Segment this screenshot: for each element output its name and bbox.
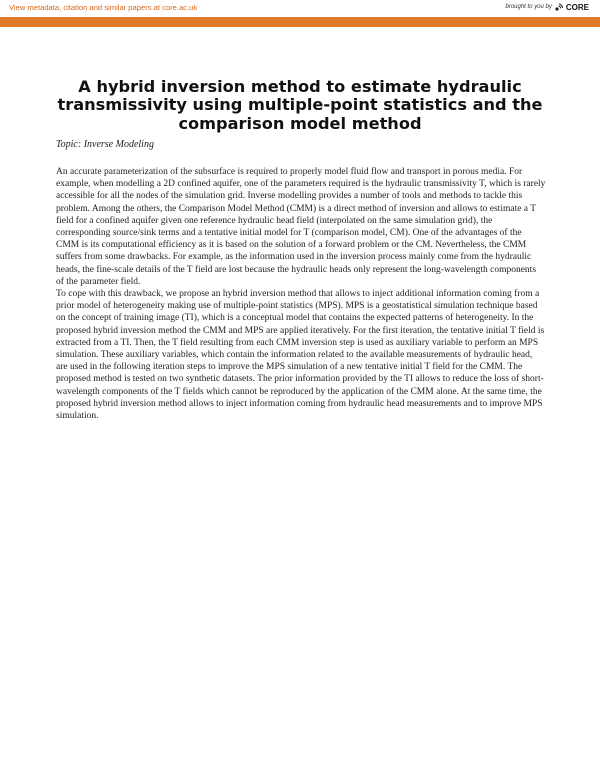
provided-by-label: provided by AIR Universita degli studi di Milano <box>476 35 589 41</box>
core-provider-bar <box>0 17 600 41</box>
core-banner <box>0 0 600 17</box>
core-metadata-link[interactable]: View metadata, citation and similar papers at core.ac.uk <box>9 3 198 12</box>
core-logo-icon <box>554 2 564 12</box>
abstract-body <box>56 166 546 422</box>
paper-topic: Topic: Inverse Modeling <box>56 139 154 150</box>
brought-by-label: brought to you by <box>505 4 552 10</box>
core-wordmark: CORE <box>565 2 589 12</box>
abstract-paragraph: An accurate parameterization of the subsurface is required to properly model fluid flow and transport in porous media. For example, when modelling a 2D confined aquifer, one of the parameters required is the hydraulic transmissivity T, which is rarely accessible for all the nodes of the simulation grid. Inverse modelling provides a number of tools and methods to tackle this problem. Among the others, the Comparison Model Method (CMM) is a direct method of inversion and allows to estimate a T field for a confined aquifer given one reference hydraulic head field (interpolated on the same simulation grid), the corresponding source/sink terms and a tentative initial model for T (comparison model, CM). One of the advantages of the CMM is its computational efficiency as it is based on the solution of a forward problem or the CM. Nevertheless, the CMM suffers from some drawbacks. For example, as the information used in the inversion process mainly come from the hydraulic heads, the fine-scale details of the T field are lost because the hydraulic heads only represent the long-wavelength components of the parameter field. <box>56 167 546 287</box>
abstract-paragraph: To cope with this drawback, we propose an hybrid inversion method that allows to inject additional information coming from a prior model of heterogeneity making use of multiple-point statistics (MPS). MPS is a geostatistical simulation technique based on the concept of training image (TI), which is a conceptual model that contains the expected patterns of heterogeneity. In the proposed hybrid inversion method the CMM and MPS are applied iteratively. For the first iteration, the tentative initial T field is extracted from a TI. Then, the T field resulting from each CMM inversion step is used as auxiliary variable to perform an MPS simulation. These auxiliary variables, which contain the information related to the available measurements of hydraulic head, are used in the following iteration steps to improve the MPS simulation of a new tentative initial T field for the CMM. The proposed method is tested on two synthetic datasets. The prior information provided by the TI allows to reduce the loss of short-wavelength components of the T fields which cannot be reproduced by the application of the CMM alone. At the same time, the proposed hybrid inversion method allows to inject information coming from hydraulic head measurements and to improve MPS simulation. <box>56 289 545 422</box>
paper-title: A hybrid inversion method to estimate hydraulic transmissivity using multiple-point statistics and the comparison model method <box>57 76 543 133</box>
core-brought-by[interactable] <box>506 2 590 12</box>
